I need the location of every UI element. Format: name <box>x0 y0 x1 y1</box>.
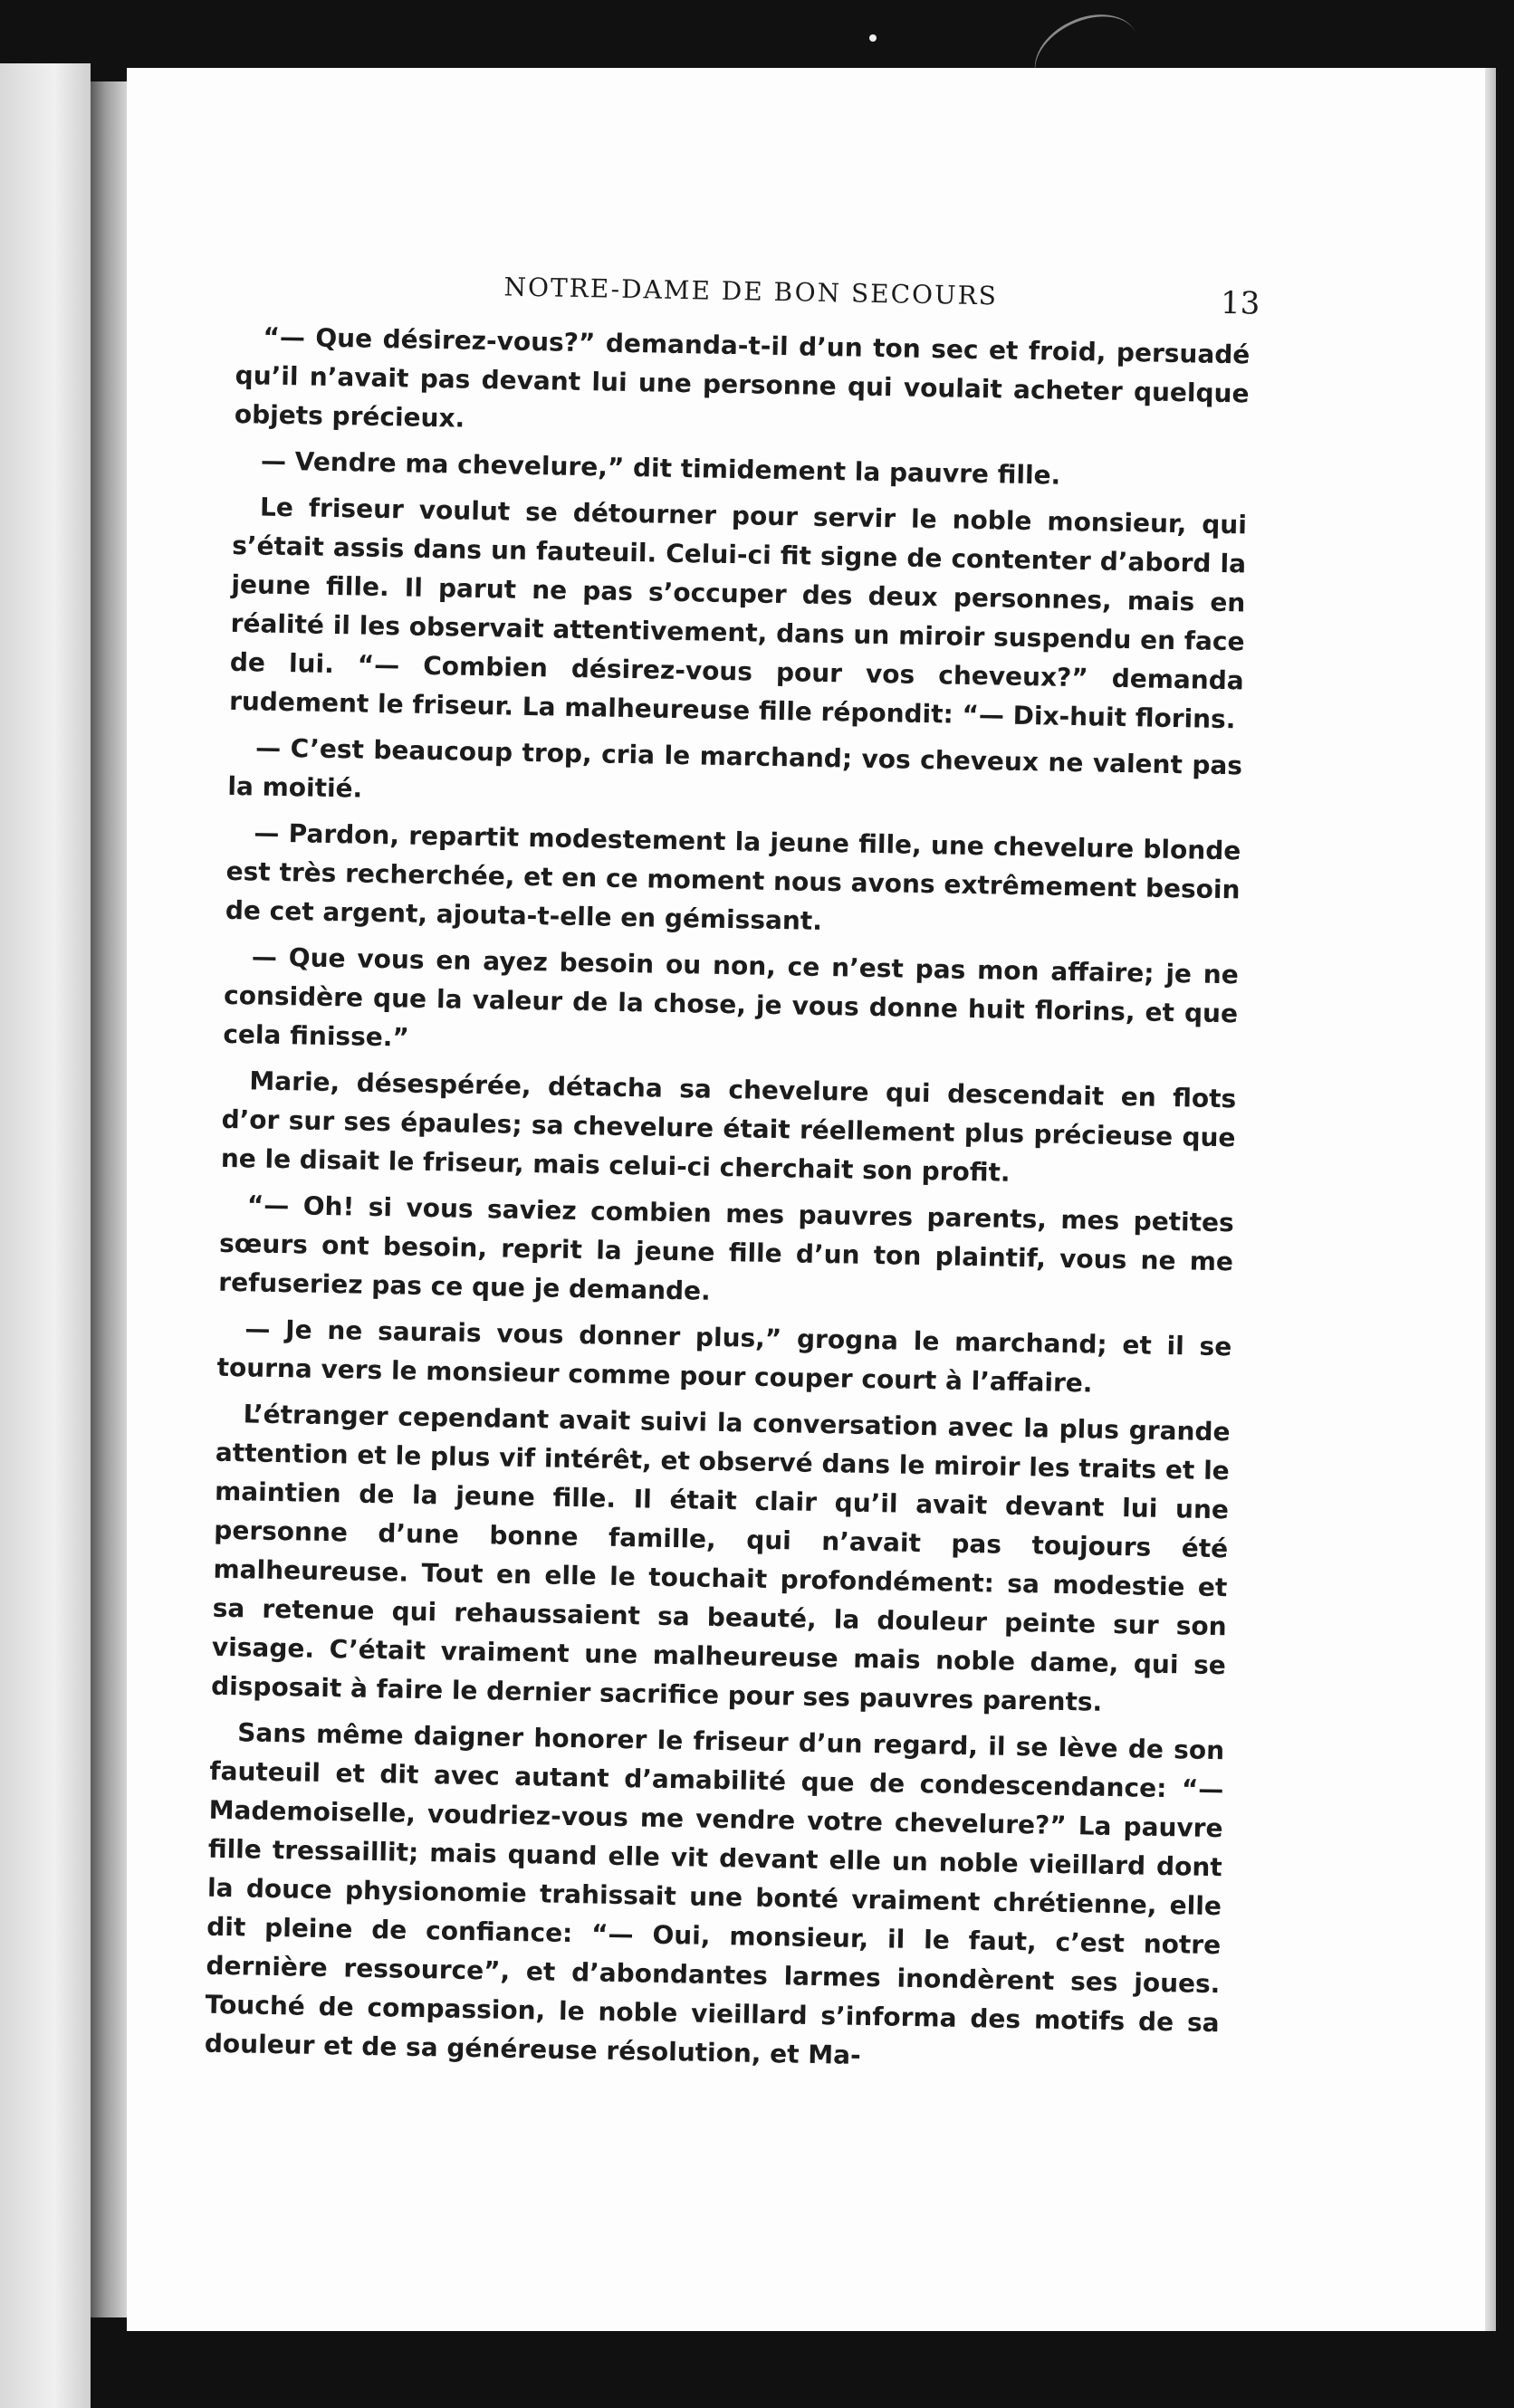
paragraph: — Que vous en ayez besoin ou non, ce n’est pas mon affaire; je ne considère que la valeur de la chose, je vous donne huit florins, et que cela finisse.” <box>223 941 1240 1053</box>
gutter-shadow <box>91 81 127 2317</box>
paragraph: Marie, désespérée, détacha sa chevelure qui descendait en flots d’or sur ses épaules; sa chevelure était réellement plus précieuse que ne le disait le friseur, mais celui-ci cherchait son profit. <box>220 1065 1237 1188</box>
paragraph: L’étranger cependant avait suivi la conversation avec la plus grande attention et le plus vif intérêt, et observé dans le miroir les traits et le maintien de la jeune fille. Il était clair qu’il avait devant lui une personne d’une bonne famille, qui n’avait pas toujours été malheureuse. Tout en elle le touchait profondément: sa modestie et sa retenue qui rehaussaient sa beauté, la douleur peinte sur son visage. C’était vraiment une malheureuse mais noble dame, qui se disposait à faire le dernier sacrifice pour ses pauvres parents. <box>210 1399 1231 1717</box>
page-text-block <box>204 263 1260 2088</box>
paper-edge-shadow <box>1485 68 1496 2331</box>
paragraph: “— Oh! si vous saviez combien mes pauvres parents, mes petites sœurs ont besoin, reprit la jeune fille d’un ton plaintif, vous ne me refuseriez pas ce que je demande. <box>218 1190 1235 1306</box>
paragraph: — C’est beaucoup trop, cria le marchand; vos cheveux ne valent pas la moitié. <box>227 732 1243 804</box>
paragraph: Le friseur voulut se détourner pour servir le noble monsieur, qui s’était assis dans un fauteuil. Celui-ci fit signe de contenter d’abord la jeune fille. Il parut ne pas s’occuper des deux personnes, mais en réalité il les observait attentivement, dans un miroir suspendu en face de lui. “— Combien désirez-vous pour vos cheveux?” demanda rudement le friseur. La malheureuse fille répondit: “— Dix-huit florins. <box>228 492 1248 735</box>
paragraph: Sans même daigner honorer le friseur d’un regard, il se lève de son fauteuil et dit avec autant d’amabilité que de condescendance: “— Mademoiselle, voudriez-vous me vendre votre chevelure?” La pauvre fille tressaillit; mais quand elle vit devant elle un noble vieillard dont la douce physionomie trahissait une bonté vraiment chrétienne, elle dit pleine de confiance: “— Oui, monsieur, il le faut, c’est notre dernière ressource”, et d’abondantes larmes inondèrent ses joues. Touché de compassion, le noble vieillard s’informa des motifs de sa douleur et de sa généreuse résolution, et Ma- <box>204 1717 1225 2070</box>
page-number: 13 <box>1220 284 1260 322</box>
paragraph: — Pardon, repartit modestement la jeune fille, une chevelure blonde est très recherchée, et en ce moment nous avons extrêmement besoin de cet argent, ajouta-t-elle en gémissant. <box>225 817 1241 936</box>
paragraph: “— Que désirez-vous?” demanda-t-il d’un ton sec et froid, persuadé qu’il n’avait pas devant lui une personne qui voulait acheter quelque objets précieux. <box>234 321 1250 434</box>
paragraph: — Vendre ma chevelure,” dit timidement la pauvre fille. <box>260 445 1061 491</box>
running-title: NOTRE-DAME DE BON SECOURS <box>503 272 999 311</box>
facing-page-edge <box>0 63 91 2408</box>
paragraph: — Je ne saurais vous donner plus,” grogna le marchand; et il se tourna vers le monsieur comme pour couper court à l’affaire. <box>216 1314 1232 1399</box>
scan-speck <box>869 34 877 42</box>
